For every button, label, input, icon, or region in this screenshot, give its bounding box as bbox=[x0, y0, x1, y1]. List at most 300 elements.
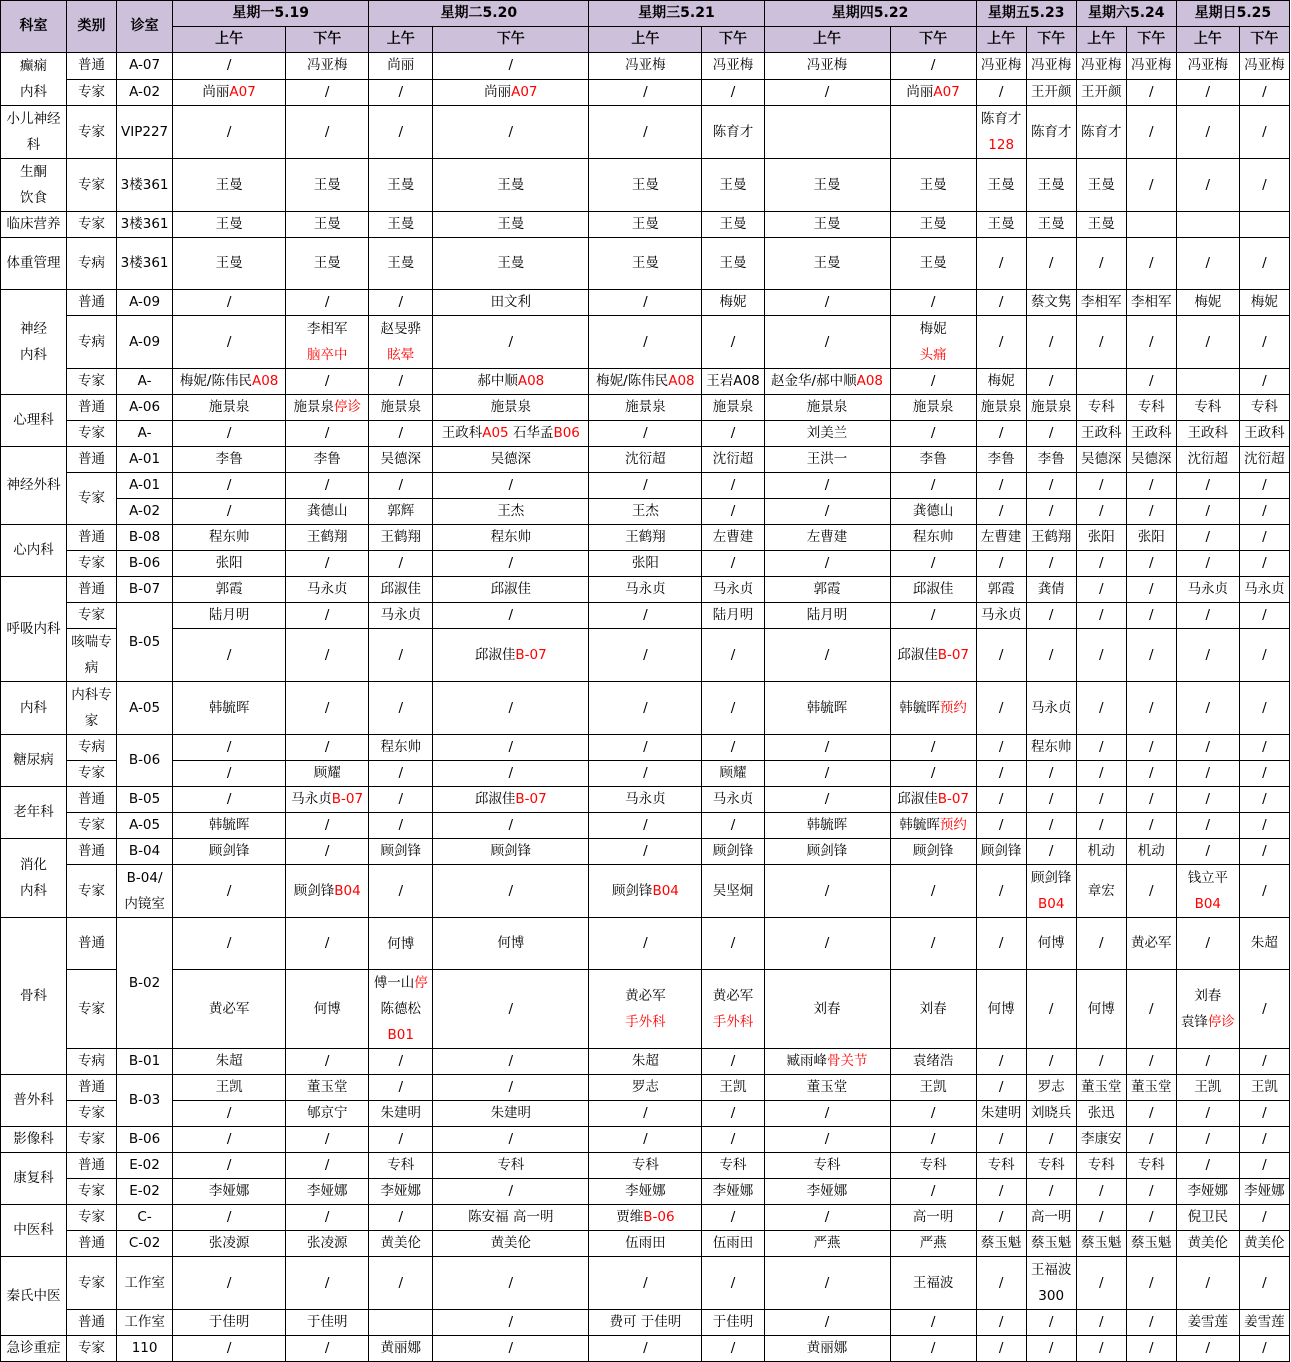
dept-cell: 小儿神经 科 bbox=[1, 106, 67, 159]
schedule-cell: / bbox=[1076, 551, 1126, 577]
dept-cell: 心理科 bbox=[1, 395, 67, 447]
header-dept: 科室 bbox=[1, 1, 67, 53]
schedule-cell: / bbox=[890, 53, 976, 80]
schedule-cell: / bbox=[1176, 159, 1239, 212]
schedule-cell: 专科 bbox=[1076, 1153, 1126, 1179]
schedule-cell: / bbox=[890, 290, 976, 316]
cell-note-red: B04 bbox=[652, 882, 679, 899]
schedule-cell: / bbox=[173, 1205, 286, 1231]
schedule-cell: / bbox=[1239, 106, 1289, 159]
category-cell: 专家 bbox=[67, 1336, 117, 1362]
schedule-cell: / bbox=[1176, 918, 1239, 970]
schedule-cell: / bbox=[1176, 735, 1239, 761]
schedule-cell bbox=[764, 369, 890, 395]
schedule-cell: / bbox=[433, 761, 589, 787]
schedule-cell: 沈衍超 bbox=[589, 447, 702, 473]
schedule-cell: 伍雨田 bbox=[702, 1231, 764, 1257]
room-cell: A-09 bbox=[117, 316, 173, 369]
schedule-cell: / bbox=[1076, 238, 1126, 290]
schedule-cell: / bbox=[286, 79, 369, 106]
schedule-cell: 王曼 bbox=[976, 159, 1026, 212]
schedule-cell: 李娅娜 bbox=[173, 1179, 286, 1205]
schedule-cell: / bbox=[1176, 238, 1239, 290]
cell-text: 韩毓晖 bbox=[899, 817, 940, 833]
dept-cell: 体重管理 bbox=[1, 238, 67, 290]
schedule-cell: / bbox=[1239, 551, 1289, 577]
schedule-cell: 王凯 bbox=[173, 1075, 286, 1101]
schedule-cell bbox=[433, 421, 589, 447]
schedule-cell: 姜雪莲 bbox=[1176, 1310, 1239, 1336]
schedule-cell: / bbox=[764, 1310, 890, 1336]
schedule-cell: / bbox=[173, 865, 286, 918]
cell-text: 尚丽 bbox=[202, 83, 230, 100]
schedule-cell: 梅妮 bbox=[1239, 290, 1289, 316]
schedule-cell: / bbox=[369, 106, 433, 159]
category-cell: 专家 bbox=[67, 761, 117, 787]
table-row bbox=[1, 53, 1290, 80]
cell-text: 石华孟 bbox=[508, 425, 554, 441]
schedule-cell: / bbox=[1076, 1179, 1126, 1205]
table-row bbox=[1, 865, 1290, 918]
schedule-cell: / bbox=[286, 918, 369, 970]
schedule-cell: 施景泉 bbox=[173, 395, 286, 421]
schedule-cell: 李娅娜 bbox=[702, 1179, 764, 1205]
schedule-cell: / bbox=[433, 53, 589, 80]
room-cell: 3楼361 bbox=[117, 159, 173, 212]
schedule-cell: / bbox=[1126, 1205, 1176, 1231]
schedule-cell: / bbox=[1176, 682, 1239, 735]
schedule-cell: 顾剑锋 bbox=[433, 839, 589, 865]
schedule-cell: / bbox=[764, 1205, 890, 1231]
schedule-cell: 马永贞 bbox=[589, 787, 702, 813]
header-row-days bbox=[1, 1, 1290, 27]
schedule-cell: / bbox=[1126, 735, 1176, 761]
schedule-cell: 专科 bbox=[1026, 1153, 1076, 1179]
schedule-cell: / bbox=[1026, 369, 1076, 395]
schedule-cell: 陆月明 bbox=[764, 603, 890, 629]
schedule-cell: 冯亚梅 bbox=[1076, 53, 1126, 80]
schedule-cell: / bbox=[1026, 970, 1076, 1049]
schedule-cell: / bbox=[1176, 499, 1239, 525]
schedule-cell: 陈育才 bbox=[1026, 106, 1076, 159]
room-cell: A-02 bbox=[117, 79, 173, 106]
schedule-cell: 施景泉 bbox=[764, 395, 890, 421]
schedule-cell: / bbox=[173, 106, 286, 159]
room-cell: B-08 bbox=[117, 525, 173, 551]
schedule-cell: 王鹤翔 bbox=[589, 525, 702, 551]
schedule-cell: 李娅娜 bbox=[369, 1179, 433, 1205]
schedule-cell: 张凌源 bbox=[286, 1231, 369, 1257]
schedule-cell: / bbox=[433, 1257, 589, 1310]
schedule-cell: 王曼 bbox=[702, 212, 764, 238]
schedule-cell: 施景泉 bbox=[589, 395, 702, 421]
schedule-cell: 机动 bbox=[1076, 839, 1126, 865]
schedule-cell: 倪卫民 bbox=[1176, 1205, 1239, 1231]
schedule-cell bbox=[1176, 970, 1239, 1049]
schedule-cell: / bbox=[1126, 316, 1176, 369]
schedule-cell: / bbox=[286, 839, 369, 865]
header-day: 星期二5.20 bbox=[369, 1, 589, 27]
schedule-cell: / bbox=[433, 106, 589, 159]
schedule-cell: / bbox=[764, 499, 890, 525]
schedule-cell: / bbox=[433, 970, 589, 1049]
schedule-cell: 顾剑锋 bbox=[369, 839, 433, 865]
schedule-cell: / bbox=[1239, 159, 1289, 212]
schedule-cell: 程东帅 bbox=[1026, 735, 1076, 761]
schedule-cell: / bbox=[173, 1257, 286, 1310]
table-row bbox=[1, 551, 1290, 577]
schedule-cell: / bbox=[976, 865, 1026, 918]
category-cell: 普通 bbox=[67, 839, 117, 865]
schedule-cell: / bbox=[369, 421, 433, 447]
schedule-cell: 张阳 bbox=[173, 551, 286, 577]
cell-text: 黄必军 bbox=[625, 988, 666, 1004]
category-cell: 专病 bbox=[67, 1049, 117, 1075]
schedule-cell: / bbox=[702, 1257, 764, 1310]
schedule-cell: / bbox=[1239, 787, 1289, 813]
schedule-cell: / bbox=[1076, 499, 1126, 525]
schedule-cell: / bbox=[1239, 1127, 1289, 1153]
cell-note-red: 骨关节 bbox=[827, 1053, 868, 1069]
schedule-cell: / bbox=[173, 629, 286, 682]
schedule-cell: 黄美伦 bbox=[433, 1231, 589, 1257]
schedule-cell: 马永贞 bbox=[286, 577, 369, 603]
cell-text: 梅妮/陈伟民 bbox=[596, 373, 669, 389]
schedule-cell: / bbox=[1126, 473, 1176, 499]
schedule-cell: / bbox=[286, 473, 369, 499]
schedule-cell: 吴德深 bbox=[433, 447, 589, 473]
category-cell: 专家 bbox=[67, 1205, 117, 1231]
schedule-cell: / bbox=[173, 761, 286, 787]
schedule-cell: / bbox=[1239, 1257, 1289, 1310]
room-cell: B-06 bbox=[117, 1127, 173, 1153]
schedule-cell: / bbox=[976, 238, 1026, 290]
schedule-cell: 冯亚梅 bbox=[764, 53, 890, 80]
schedule-cell: 严燕 bbox=[764, 1231, 890, 1257]
schedule-cell: 梅妮 bbox=[702, 290, 764, 316]
room-cell: A-01 bbox=[117, 473, 173, 499]
cell-note-red: B-07 bbox=[515, 646, 547, 663]
schedule-cell: / bbox=[890, 1310, 976, 1336]
cell-note-red: B-06 bbox=[643, 1209, 675, 1225]
category-cell: 普通 bbox=[67, 1075, 117, 1101]
schedule-cell: / bbox=[1176, 603, 1239, 629]
schedule-cell: / bbox=[764, 551, 890, 577]
cell-note-red: B-07 bbox=[515, 791, 547, 807]
schedule-cell: / bbox=[1126, 865, 1176, 918]
cell-note-red: B01 bbox=[387, 1027, 414, 1043]
schedule-cell: 韩毓晖 bbox=[764, 682, 890, 735]
schedule-cell: / bbox=[1026, 787, 1076, 813]
schedule-cell: / bbox=[764, 473, 890, 499]
room-cell: 110 bbox=[117, 1336, 173, 1362]
category-cell: 专家 bbox=[67, 473, 117, 525]
schedule-cell: / bbox=[702, 1049, 764, 1075]
room-cell: 工作室 bbox=[117, 1257, 173, 1310]
schedule-cell bbox=[433, 787, 589, 813]
schedule-cell: 李娅娜 bbox=[1239, 1179, 1289, 1205]
schedule-cell: 朱建明 bbox=[976, 1101, 1026, 1127]
room-cell: A-06 bbox=[117, 395, 173, 421]
schedule-cell: / bbox=[173, 735, 286, 761]
schedule-cell: / bbox=[1126, 79, 1176, 106]
table-row bbox=[1, 395, 1290, 421]
schedule-cell: 王曼 bbox=[890, 159, 976, 212]
schedule-cell: / bbox=[369, 290, 433, 316]
schedule-cell: 王开颜 bbox=[1026, 79, 1076, 106]
schedule-cell: 顾剑锋 bbox=[890, 839, 976, 865]
schedule-cell: / bbox=[764, 761, 890, 787]
schedule-cell bbox=[890, 787, 976, 813]
schedule-cell: / bbox=[433, 1127, 589, 1153]
schedule-cell: 施景泉 bbox=[1026, 395, 1076, 421]
schedule-cell: 冯亚梅 bbox=[286, 53, 369, 80]
category-cell: 专家 bbox=[67, 865, 117, 918]
schedule-cell: 王政科 bbox=[1176, 421, 1239, 447]
schedule-cell: / bbox=[976, 316, 1026, 369]
cell-note-red: 头痛 bbox=[919, 347, 947, 363]
dept-cell: 骨科 bbox=[1, 918, 67, 1075]
schedule-cell: / bbox=[369, 1205, 433, 1231]
dept-cell: 秦氏中医 bbox=[1, 1257, 67, 1336]
schedule-cell: 王杰 bbox=[433, 499, 589, 525]
schedule-cell: 程东帅 bbox=[890, 525, 976, 551]
schedule-cell: 专科 bbox=[976, 1153, 1026, 1179]
schedule-cell: / bbox=[1026, 238, 1076, 290]
table-row bbox=[1, 212, 1290, 238]
schedule-cell: / bbox=[1176, 761, 1239, 787]
schedule-cell: 王曼 bbox=[369, 238, 433, 290]
dept-cell: 生酮 饮食 bbox=[1, 159, 67, 212]
schedule-cell: 蔡玉魁 bbox=[1126, 1231, 1176, 1257]
schedule-cell: / bbox=[369, 1127, 433, 1153]
schedule-cell: 郭辉 bbox=[369, 499, 433, 525]
schedule-cell: 王曼 bbox=[433, 238, 589, 290]
schedule-cell: / bbox=[1239, 603, 1289, 629]
schedule-cell: 张阳 bbox=[1076, 525, 1126, 551]
schedule-cell: / bbox=[173, 1336, 286, 1362]
schedule-cell: / bbox=[1076, 787, 1126, 813]
schedule-cell: 王曼 bbox=[286, 238, 369, 290]
schedule-cell: 马永贞 bbox=[1239, 577, 1289, 603]
schedule-cell: 吴德深 bbox=[1126, 447, 1176, 473]
schedule-cell: 龚德山 bbox=[890, 499, 976, 525]
cell-note-red: B-07 bbox=[937, 791, 970, 807]
schedule-cell: / bbox=[1239, 473, 1289, 499]
table-row bbox=[1, 1127, 1290, 1153]
schedule-cell: 韩毓晖 bbox=[173, 813, 286, 839]
schedule-cell: 田文利 bbox=[433, 290, 589, 316]
cell-text: 邱淑佳 bbox=[474, 791, 516, 807]
cell-note-red: A05 bbox=[482, 425, 509, 441]
schedule-cell: / bbox=[589, 813, 702, 839]
cell-note-red: 停诊 bbox=[333, 399, 361, 415]
schedule-cell: / bbox=[433, 1336, 589, 1362]
schedule-cell bbox=[173, 369, 286, 395]
schedule-cell: / bbox=[976, 1127, 1026, 1153]
schedule-cell: / bbox=[1239, 1153, 1289, 1179]
schedule-cell bbox=[173, 79, 286, 106]
schedule-cell: / bbox=[1126, 1101, 1176, 1127]
header-day: 星期六5.24 bbox=[1076, 1, 1176, 27]
schedule-cell: / bbox=[702, 551, 764, 577]
schedule-cell: / bbox=[1026, 813, 1076, 839]
schedule-cell: 陈安福 高一明 bbox=[433, 1205, 589, 1231]
schedule-cell: 顾耀 bbox=[702, 761, 764, 787]
header-row-halfday bbox=[1, 27, 1290, 53]
category-cell: 专家 bbox=[67, 551, 117, 577]
schedule-cell: 龚德山 bbox=[286, 499, 369, 525]
schedule-cell: 王曼 bbox=[1076, 212, 1126, 238]
cell-text: 邱淑佳 bbox=[897, 646, 938, 663]
schedule-cell: / bbox=[1076, 629, 1126, 682]
schedule-cell: / bbox=[764, 629, 890, 682]
schedule-cell: / bbox=[702, 682, 764, 735]
cell-text: 贾维 bbox=[616, 1209, 644, 1225]
schedule-cell: 王鹤翔 bbox=[286, 525, 369, 551]
schedule-cell: / bbox=[173, 290, 286, 316]
schedule-cell: 王曼 bbox=[764, 212, 890, 238]
schedule-cell: / bbox=[976, 813, 1026, 839]
schedule-cell: / bbox=[1126, 1310, 1176, 1336]
schedule-cell: / bbox=[1126, 577, 1176, 603]
cell-text: 顾剑锋 bbox=[293, 882, 335, 899]
schedule-cell: 李相军 bbox=[1076, 290, 1126, 316]
room-cell: A-07 bbox=[117, 53, 173, 80]
cell-text: 陈育才 bbox=[980, 111, 1022, 127]
table-row bbox=[1, 316, 1290, 369]
schedule-cell: 专科 bbox=[589, 1153, 702, 1179]
category-cell: 专家 bbox=[67, 1101, 117, 1127]
schedule-cell: 顾剑锋 bbox=[976, 839, 1026, 865]
schedule-cell: / bbox=[1026, 1336, 1076, 1362]
cell-text: 赵旻骅 bbox=[380, 321, 421, 337]
schedule-cell: / bbox=[1026, 473, 1076, 499]
schedule-cell: / bbox=[1126, 787, 1176, 813]
schedule-cell: / bbox=[764, 1257, 890, 1310]
schedule-cell: / bbox=[1239, 839, 1289, 865]
schedule-cell: 韩毓晖 bbox=[173, 682, 286, 735]
table-row bbox=[1, 290, 1290, 316]
schedule-cell: 吴坚炯 bbox=[702, 865, 764, 918]
schedule-cell: / bbox=[702, 918, 764, 970]
table-row bbox=[1, 1336, 1290, 1362]
room-cell: A-09 bbox=[117, 290, 173, 316]
schedule-cell: 马永贞 bbox=[702, 577, 764, 603]
room-cell: VIP227 bbox=[117, 106, 173, 159]
schedule-cell: / bbox=[976, 682, 1026, 735]
schedule-cell: / bbox=[589, 106, 702, 159]
schedule-cell: 程东帅 bbox=[433, 525, 589, 551]
schedule-cell: / bbox=[286, 369, 369, 395]
schedule-cell: / bbox=[589, 629, 702, 682]
schedule-cell bbox=[890, 629, 976, 682]
schedule-cell: 蔡玉魁 bbox=[976, 1231, 1026, 1257]
schedule-cell: 冯亚梅 bbox=[976, 53, 1026, 80]
category-cell: 专家 bbox=[67, 212, 117, 238]
room-cell: C- bbox=[117, 1205, 173, 1231]
schedule-cell: 刘晓兵 bbox=[1026, 1101, 1076, 1127]
schedule-cell: / bbox=[173, 473, 286, 499]
schedule-cell: 陈育才 bbox=[1076, 106, 1126, 159]
room-cell: A-05 bbox=[117, 682, 173, 735]
cell-note-red: B-07 bbox=[331, 791, 364, 807]
schedule-cell: / bbox=[1176, 1049, 1239, 1075]
schedule-cell: / bbox=[369, 79, 433, 106]
schedule-cell: 冯亚梅 bbox=[702, 53, 764, 80]
dept-cell: 老年科 bbox=[1, 787, 67, 839]
schedule-cell: 刘春 bbox=[764, 970, 890, 1049]
header-am: 上午 bbox=[1076, 27, 1126, 53]
schedule-cell: / bbox=[286, 1336, 369, 1362]
schedule-cell: / bbox=[976, 290, 1026, 316]
category-cell: 专家 bbox=[67, 1257, 117, 1310]
cell-note-red: A08 bbox=[517, 373, 545, 389]
dept-cell: 影像科 bbox=[1, 1127, 67, 1153]
schedule-cell: / bbox=[1076, 761, 1126, 787]
schedule-cell: / bbox=[1126, 1127, 1176, 1153]
schedule-cell: 王曼 bbox=[764, 238, 890, 290]
schedule-cell: / bbox=[589, 1127, 702, 1153]
schedule-cell: 伍雨田 bbox=[589, 1231, 702, 1257]
schedule-cell: 朱建明 bbox=[433, 1101, 589, 1127]
schedule-cell: 王鹤翔 bbox=[369, 525, 433, 551]
schedule-cell: / bbox=[1026, 1179, 1076, 1205]
schedule-cell: 王曼 bbox=[976, 212, 1026, 238]
category-cell: 专家 bbox=[67, 1127, 117, 1153]
schedule-cell: / bbox=[890, 918, 976, 970]
schedule-cell: / bbox=[1126, 629, 1176, 682]
header-day: 星期日5.25 bbox=[1176, 1, 1289, 27]
schedule-cell: / bbox=[1026, 603, 1076, 629]
schedule-cell: / bbox=[369, 1049, 433, 1075]
category-cell: 内科专 家 bbox=[67, 682, 117, 735]
cell-note-red: 手外科 bbox=[625, 1014, 666, 1030]
schedule-cell: 朱超 bbox=[1239, 918, 1289, 970]
schedule-cell: / bbox=[976, 1336, 1026, 1362]
schedule-cell bbox=[286, 316, 369, 369]
schedule-cell: 王福波 300 bbox=[1026, 1257, 1076, 1310]
schedule-cell: / bbox=[1026, 316, 1076, 369]
schedule-cell: 马永贞 bbox=[1176, 577, 1239, 603]
schedule-cell bbox=[890, 682, 976, 735]
cell-note-red: 手外科 bbox=[712, 1014, 754, 1030]
schedule-cell: 龚倩 bbox=[1026, 577, 1076, 603]
schedule-cell: 朱超 bbox=[173, 1049, 286, 1075]
schedule-cell: 冯亚梅 bbox=[1176, 53, 1239, 80]
cell-note-red: A08 bbox=[856, 373, 884, 389]
schedule-cell: 李鲁 bbox=[1026, 447, 1076, 473]
schedule-cell: / bbox=[764, 290, 890, 316]
cell-note-red: B04 bbox=[1037, 896, 1065, 912]
schedule-cell: / bbox=[433, 473, 589, 499]
room-cell: E-02 bbox=[117, 1179, 173, 1205]
schedule-cell: / bbox=[976, 1205, 1026, 1231]
schedule-cell: 黄美伦 bbox=[1239, 1231, 1289, 1257]
header-pm: 下午 bbox=[1239, 27, 1289, 53]
header-day: 星期五5.23 bbox=[976, 1, 1076, 27]
table-row bbox=[1, 1231, 1290, 1257]
schedule-cell: 程东帅 bbox=[369, 735, 433, 761]
schedule-cell: / bbox=[1239, 1049, 1289, 1075]
schedule-cell: / bbox=[369, 787, 433, 813]
schedule-cell bbox=[589, 369, 702, 395]
header-am: 上午 bbox=[976, 27, 1026, 53]
cell-text: 黄必军 bbox=[712, 988, 754, 1004]
schedule-cell: 王曼 bbox=[1026, 159, 1076, 212]
schedule-cell bbox=[702, 970, 764, 1049]
schedule-cell: 高一明 bbox=[890, 1205, 976, 1231]
